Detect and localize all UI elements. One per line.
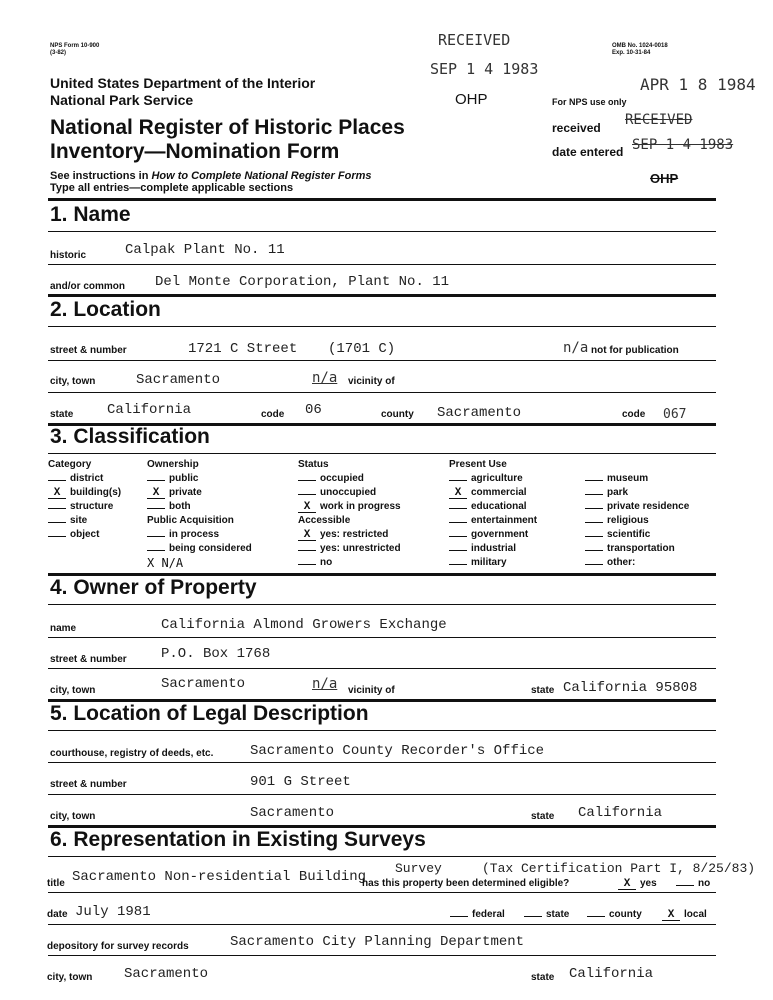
depository-city-label: city, town	[47, 972, 93, 983]
stamp2-ohp: OHP	[650, 171, 679, 186]
field-rule	[48, 955, 716, 956]
section-rule	[48, 231, 716, 232]
eligible-question: has this property been determined eligible?	[362, 878, 570, 889]
use-commercial[interactable]: X commercial	[449, 486, 537, 500]
form-number: NPS Form 10-900	[50, 43, 100, 49]
county-code: 067	[663, 407, 687, 422]
depository-city: Sacramento	[124, 966, 209, 982]
ownership-private[interactable]: X private	[147, 486, 252, 500]
nfp-label: not for publication	[591, 345, 679, 356]
use-other[interactable]: other:	[585, 556, 689, 570]
field-rule	[48, 762, 716, 763]
accessible-head: Accessible	[298, 515, 351, 526]
state-label: state	[50, 409, 74, 420]
present-use-column-2	[585, 472, 689, 570]
acquisition-in-process[interactable]: in process	[147, 528, 252, 542]
field-rule	[48, 360, 716, 361]
survey-title: Sacramento Non-residential Building	[72, 869, 367, 885]
field-rule	[48, 637, 716, 638]
stamp2-received: RECEIVED	[625, 112, 693, 128]
state-value: California	[107, 402, 192, 418]
category-structure[interactable]: structure	[48, 500, 121, 514]
level-local[interactable]: X local	[662, 909, 707, 921]
category-column	[48, 458, 121, 542]
ownership-public[interactable]: public	[147, 472, 252, 486]
use-industrial[interactable]: industrial	[449, 542, 537, 556]
county-code-label: code	[622, 409, 646, 420]
omb-number: OMB No. 1024-0018	[612, 43, 668, 49]
vicinity-label: vicinity of	[348, 376, 395, 387]
section-rule	[48, 856, 716, 857]
ownership-both[interactable]: both	[147, 500, 252, 514]
legal-city: Sacramento	[250, 805, 335, 821]
city-value: Sacramento	[136, 372, 221, 388]
use-transportation[interactable]: transportation	[585, 542, 689, 556]
field-rule	[48, 668, 716, 669]
street-value: 1721 C Street	[188, 341, 298, 357]
owner-street: P.O. Box 1768	[161, 646, 271, 662]
common-label: and/or common	[50, 281, 126, 292]
omb-exp: Exp. 10-31-84	[612, 50, 651, 56]
section-2-title: 2. Location	[50, 298, 161, 321]
received-label: received	[552, 121, 601, 135]
tax-note: (Tax Certification Part I, 8/25/83)	[482, 861, 756, 876]
county-label: county	[381, 409, 414, 420]
ownership-head: Ownership	[147, 459, 199, 470]
owner-vicinity-value: n/a	[312, 676, 338, 692]
acquisition-note: X N/A	[147, 556, 184, 570]
service: National Park Service	[50, 92, 194, 108]
nfp-value: n/a	[563, 340, 589, 356]
common-name: Del Monte Corporation, Plant No. 11	[155, 274, 450, 290]
owner-name-label: name	[50, 623, 77, 634]
form-title-1: National Register of Historic Places	[50, 116, 405, 139]
section-rule	[48, 294, 716, 297]
courthouse-label: courthouse, registry of deeds, etc.	[50, 748, 214, 759]
instructions: See instructions in How to Complete National Register Forms	[50, 170, 372, 182]
date-entered-label: date entered	[552, 145, 624, 159]
use-scientific[interactable]: scientific	[585, 528, 689, 542]
accessible-restricted[interactable]: X yes: restricted	[298, 528, 401, 542]
legal-state: California	[578, 805, 663, 821]
stamp2-date: SEP 1 4 1983	[632, 137, 734, 153]
date-label: date	[47, 909, 68, 920]
use-military[interactable]: military	[449, 556, 537, 570]
section-rule	[48, 604, 716, 605]
level-federal[interactable]: federal	[450, 909, 505, 920]
use-private-residence[interactable]: private residence	[585, 500, 689, 514]
depository-label: depository for survey records	[47, 941, 189, 952]
form-number-sub: (3-82)	[50, 50, 67, 56]
section-rule	[48, 198, 716, 201]
section-rule	[48, 453, 716, 454]
legal-city-label: city, town	[50, 811, 96, 822]
acquisition-head: Public Acquisition	[147, 515, 234, 526]
legal-state-label: state	[531, 811, 555, 822]
eligible-yes[interactable]: X yes	[618, 878, 657, 890]
form-title-2: Inventory—Nomination Form	[50, 140, 340, 163]
section-1-title: 1. Name	[50, 203, 131, 226]
status-occupied[interactable]: occupied	[298, 472, 401, 486]
survey-word: Survey	[395, 861, 442, 876]
use-agriculture[interactable]: agriculture	[449, 472, 537, 486]
category-site[interactable]: site	[48, 514, 121, 528]
present-use-head: Present Use	[449, 459, 507, 470]
stamp-received: RECEIVED	[438, 31, 511, 49]
owner-city: Sacramento	[161, 676, 246, 692]
stamp-date: SEP 1 4 1983	[430, 60, 539, 78]
accessible-unrestricted[interactable]: yes: unrestricted	[298, 542, 401, 556]
owner-vicinity-label: vicinity of	[348, 685, 395, 696]
county-value: Sacramento	[437, 405, 522, 421]
acquisition-being-considered[interactable]: being considered	[147, 542, 252, 556]
accessible-no[interactable]: no	[298, 556, 401, 570]
use-educational[interactable]: educational	[449, 500, 537, 514]
vicinity-value: n/a	[312, 370, 338, 386]
section-4-title: 4. Owner of Property	[50, 576, 257, 599]
nps-use-only: For NPS use only	[552, 97, 627, 107]
field-rule	[48, 892, 716, 893]
owner-state: California 95808	[563, 680, 698, 696]
status-head: Status	[298, 459, 329, 470]
use-government[interactable]: government	[449, 528, 537, 542]
level-county[interactable]: county	[587, 909, 642, 920]
owner-state-label: state	[531, 685, 555, 696]
survey-date: July 1981	[75, 904, 151, 920]
stamp-apr: APR 1 8 1984	[640, 75, 756, 94]
historic-label: historic	[50, 250, 87, 261]
stamp-ohp: OHP	[455, 91, 488, 108]
category-head: Category	[48, 459, 92, 470]
owner-city-label: city, town	[50, 685, 96, 696]
section-rule	[48, 730, 716, 731]
section-5-title: 5. Location of Legal Description	[50, 702, 369, 725]
street-label: street & number	[50, 345, 127, 356]
field-rule	[48, 392, 716, 393]
depository-state: California	[569, 966, 654, 982]
use-park[interactable]: park	[585, 486, 689, 500]
field-rule	[48, 924, 716, 925]
status-unoccupied[interactable]: unoccupied	[298, 486, 401, 500]
state-code: 06	[305, 402, 322, 418]
category-buildings[interactable]: X building(s)	[48, 486, 121, 500]
depository-state-label: state	[531, 972, 555, 983]
code-label: code	[261, 409, 285, 420]
category-district[interactable]: district	[48, 472, 121, 486]
historic-name: Calpak Plant No. 11	[125, 242, 285, 258]
courthouse-value: Sacramento County Recorder's Office	[250, 743, 545, 759]
owner-street-label: street & number	[50, 654, 127, 665]
use-religious[interactable]: religious	[585, 514, 689, 528]
section-rule	[48, 326, 716, 327]
eligible-no[interactable]: no	[676, 878, 710, 889]
present-use-column-1	[449, 458, 537, 570]
status-work-in-progress[interactable]: X work in progress	[298, 500, 401, 514]
level-state[interactable]: state	[524, 909, 569, 920]
depository-value: Sacramento City Planning Department	[230, 934, 525, 950]
legal-street: 901 G Street	[250, 774, 351, 790]
street-extra: (1701 C)	[328, 341, 396, 357]
department: United States Department of the Interior	[50, 75, 316, 91]
use-entertainment[interactable]: entertainment	[449, 514, 537, 528]
legal-street-label: street & number	[50, 779, 127, 790]
instructions-2: Type all entries—complete applicable sections	[50, 182, 294, 194]
field-rule	[48, 264, 716, 265]
ownership-column	[147, 458, 252, 570]
section-3-title: 3. Classification	[50, 425, 210, 448]
category-object[interactable]: object	[48, 528, 121, 542]
use-museum[interactable]: museum	[585, 472, 689, 486]
field-rule	[48, 794, 716, 795]
city-label: city, town	[50, 376, 96, 387]
section-6-title: 6. Representation in Existing Surveys	[50, 828, 426, 851]
survey-title-label: title	[47, 878, 65, 889]
status-column	[298, 458, 401, 570]
owner-name: California Almond Growers Exchange	[161, 617, 447, 633]
